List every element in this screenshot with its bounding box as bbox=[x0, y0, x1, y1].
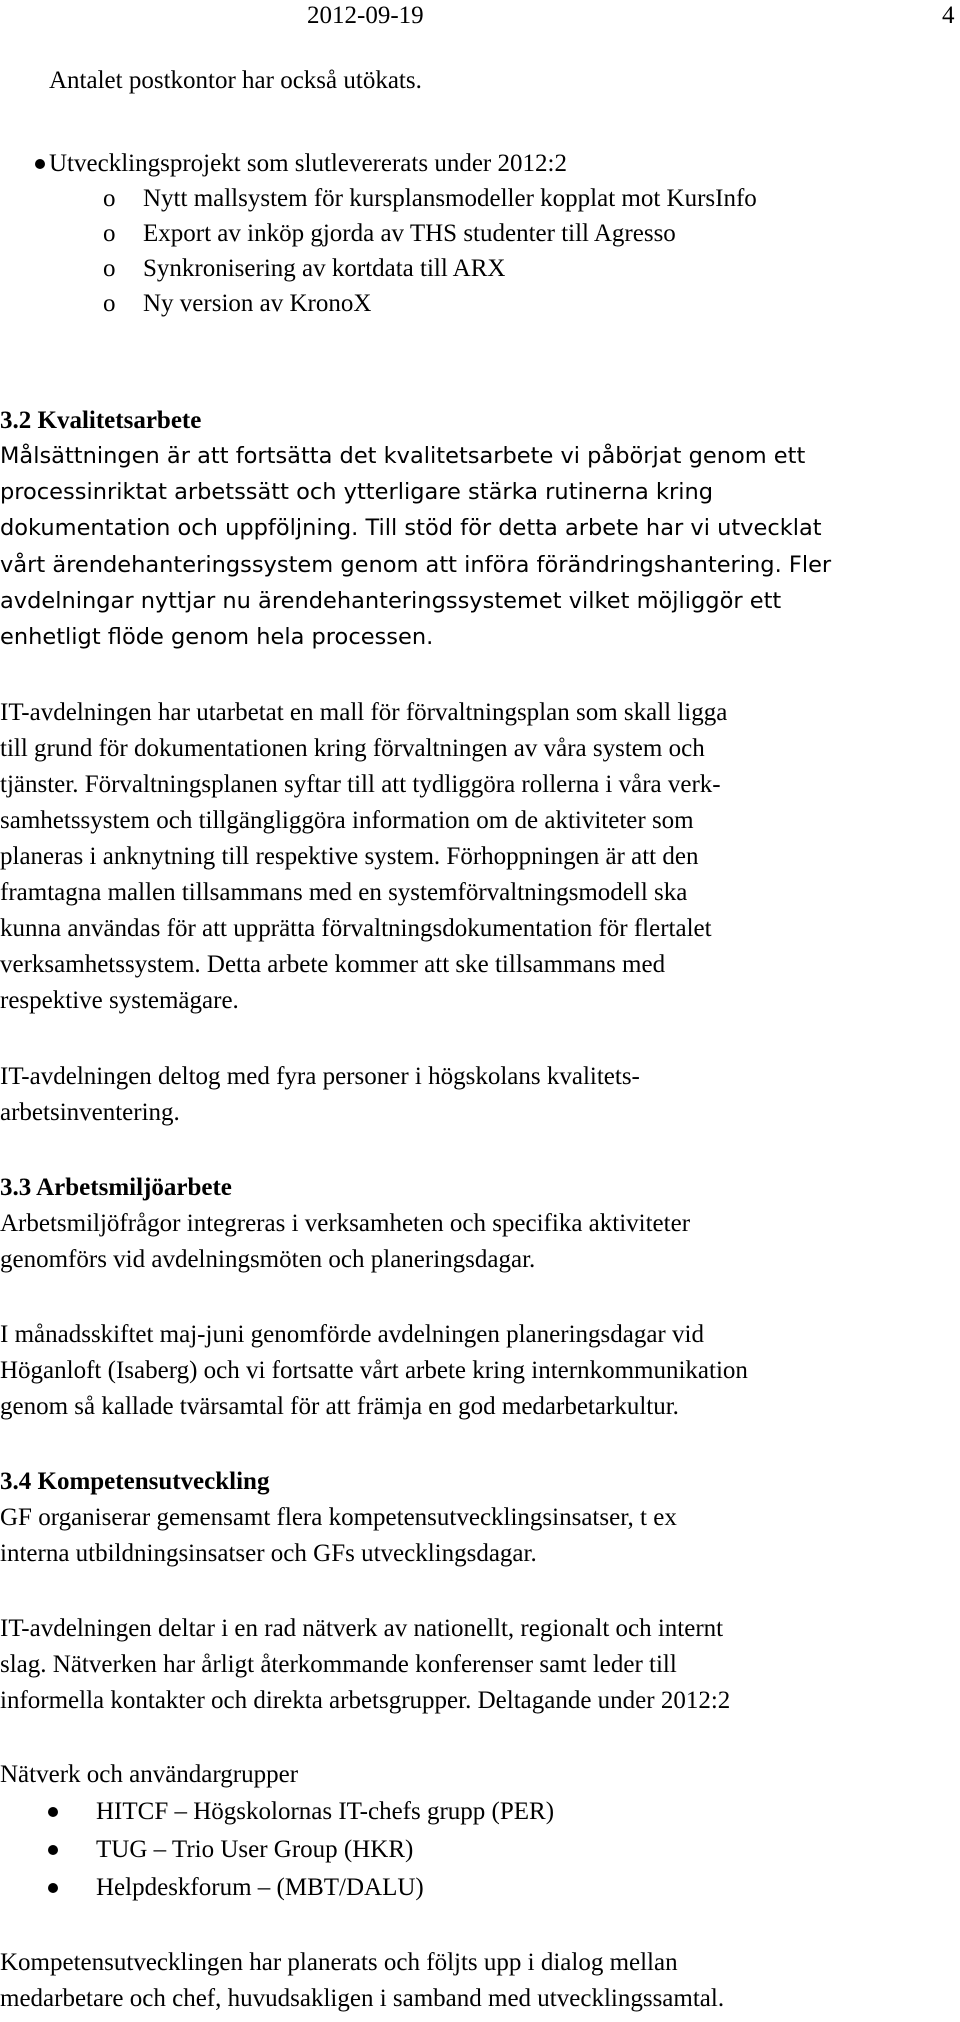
header-date: 2012-09-19 bbox=[307, 2, 424, 29]
text-line: Målsättningen är att fortsätta det kvalitetsarbete vi påbörjat genom ett bbox=[0, 443, 806, 469]
text-line: tjänster. Förvaltningsplanen syftar till att tydliggöra rollerna i våra verk- bbox=[0, 771, 721, 798]
section-heading: 3.3 Arbetsmiljöarbete bbox=[0, 1174, 232, 1201]
bullet-dot-icon bbox=[48, 1883, 58, 1893]
page-number: 4 bbox=[942, 2, 955, 29]
text-line: Kompetensutvecklingen har planerats och följts upp i dialog mellan bbox=[0, 1949, 678, 1976]
text-line: IT-avdelningen deltar i en rad nätverk av nationellt, regionalt och internt bbox=[0, 1615, 724, 1642]
text-line: planeras i anknytning till respektive system. Förhoppningen är att den bbox=[0, 843, 699, 870]
project-item: Nytt mallsystem för kursplansmodeller kopplat mot KursInfo bbox=[143, 185, 757, 212]
sub-bullet-icon: o bbox=[103, 290, 116, 317]
project-item: Export av inköp gjorda av THS studenter till Agresso bbox=[143, 220, 676, 247]
text-line: kunna användas för att upprätta förvaltningsdokumentation för flertalet bbox=[0, 915, 712, 942]
intro-line: Antalet postkontor har också utökats. bbox=[49, 67, 422, 94]
bullet-dot-icon bbox=[48, 1807, 58, 1817]
section-heading: 3.2 Kvalitetsarbete bbox=[0, 407, 202, 434]
text-line: medarbetare och chef, huvudsakligen i samband med utvecklingssamtal. bbox=[0, 1985, 725, 2012]
text-line: IT-avdelningen deltog med fyra personer i högskolans kvalitets- bbox=[0, 1063, 640, 1090]
sub-bullet-icon: o bbox=[103, 185, 116, 212]
text-line: interna utbildningsinsatser och GFs utvecklingsdagar. bbox=[0, 1540, 537, 1567]
bullet-dot-icon bbox=[48, 1845, 58, 1855]
network-list-title: Nätverk och användargrupper bbox=[0, 1761, 299, 1788]
text-line: arbetsinventering. bbox=[0, 1099, 180, 1126]
text-line: verksamhetssystem. Detta arbete kommer att ske tillsammans med bbox=[0, 951, 666, 978]
project-item: Synkronisering av kortdata till ARX bbox=[143, 255, 506, 282]
text-line: IT-avdelningen har utarbetat en mall för förvaltningsplan som skall ligga bbox=[0, 699, 728, 726]
text-line: Höganloft (Isaberg) och vi fortsatte vårt arbete kring internkommunikation bbox=[0, 1357, 748, 1384]
text-line: processinriktat arbetssätt och ytterligare stärka rutinerna kring bbox=[0, 479, 714, 505]
text-line: till grund för dokumentationen kring förvaltningen av våra system och bbox=[0, 735, 705, 762]
text-line: vårt ärendehanteringssystem genom att införa förändringshantering. Fler bbox=[0, 552, 832, 578]
list-item: HITCF – Högskolornas IT-chefs grupp (PER) bbox=[96, 1798, 555, 1825]
list-item: TUG – Trio User Group (HKR) bbox=[96, 1836, 414, 1863]
sub-bullet-icon: o bbox=[103, 255, 116, 282]
text-line: I månadsskiftet maj-juni genomförde avdelningen planeringsdagar vid bbox=[0, 1321, 704, 1348]
text-line: framtagna mallen tillsammans med en systemförvaltningsmodell ska bbox=[0, 879, 688, 906]
text-line: informella kontakter och direkta arbetsgrupper. Deltagande under 2012:2 bbox=[0, 1687, 731, 1714]
text-line: dokumentation och uppföljning. Till stöd för detta arbete har vi utvecklat bbox=[0, 515, 822, 541]
text-line: avdelningar nyttjar nu ärendehanteringssystemet vilket möjliggör ett bbox=[0, 588, 782, 614]
text-line: samhetssystem och tillgängliggöra information om de aktiviteter som bbox=[0, 807, 694, 834]
text-line: respektive systemägare. bbox=[0, 987, 239, 1014]
text-line: GF organiserar gemensamt flera kompetensutvecklingsinsatser, t ex bbox=[0, 1504, 677, 1531]
sub-bullet-icon: o bbox=[103, 220, 116, 247]
text-line: genomförs vid avdelningsmöten och planeringsdagar. bbox=[0, 1246, 536, 1273]
section-heading: 3.4 Kompetensutveckling bbox=[0, 1468, 270, 1495]
text-line: enhetligt flöde genom hela processen. bbox=[0, 624, 434, 650]
text-line: Arbetsmiljöfrågor integreras i verksamheten och specifika aktiviteter bbox=[0, 1210, 691, 1237]
project-item: Ny version av KronoX bbox=[143, 290, 372, 317]
text-line: genom så kallade tvärsamtal för att främja en god medarbetarkultur. bbox=[0, 1393, 679, 1420]
list-item: Helpdeskforum – (MBT/DALU) bbox=[96, 1874, 424, 1901]
bullet-dot-icon bbox=[35, 159, 45, 169]
projects-title: Utvecklingsprojekt som slutlevererats under 2012:2 bbox=[49, 150, 567, 177]
text-line: slag. Nätverken har årligt återkommande konferenser samt leder till bbox=[0, 1651, 677, 1678]
